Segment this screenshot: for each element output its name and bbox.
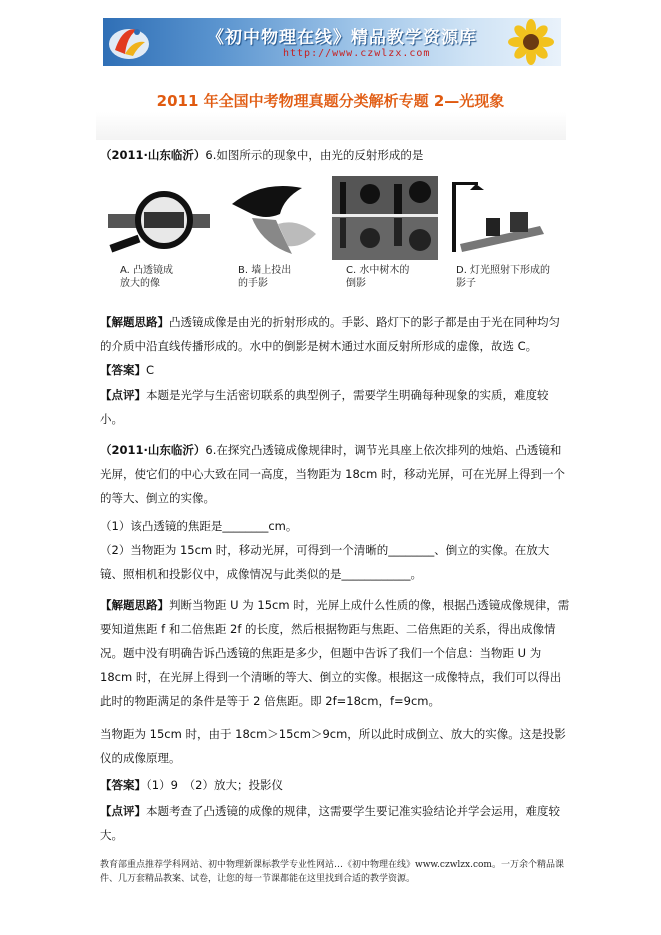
figure-c-label: C. 水中树木的 倒影	[346, 265, 410, 289]
sunflower-icon	[501, 18, 561, 66]
banner-url[interactable]: http://www.czwlzx.com	[283, 48, 431, 59]
q1-answer	[100, 358, 570, 382]
q1-answer-text: C	[146, 363, 155, 377]
q1-source: （2011·山东临沂）	[100, 148, 206, 162]
q2-answer-tag: 【答案】	[100, 778, 146, 792]
q1-analysis-tag: 【解题思路】	[100, 315, 169, 329]
q2-comment	[100, 799, 570, 847]
document-title: 2011 年全国中考物理真题分类解析专题 2—光现象	[156, 92, 505, 110]
q2-answer-text: （1）9 （2）放大；投影仪	[146, 778, 283, 792]
q2-comment-tag: 【点评】	[100, 804, 146, 818]
q2-comment-text: 本题考查了凸透镜的成像的规律，这需要学生要记准实验结论并学会运用，难度较大。	[100, 804, 560, 842]
figure-c	[330, 174, 440, 302]
q2-sub1: （1）该凸透镜的焦距是________cm。	[100, 519, 298, 533]
title-shade	[96, 112, 566, 140]
q1-comment	[100, 383, 570, 431]
q2-analysis-text: 判断当物距 U 为 15cm 时，光屏上成什么性质的像，根据凸透镜成像规律，需要知道焦距 f 和二倍焦距 2f 的长度，然后根据物距与焦距、二倍焦距的关系，得出成像情况。题中没有明确告诉凸透镜的焦距是多少，但题中告诉了我们一个信息：当物距 U 为 18cm 时，在光屏上得到一个清晰的等大、倒立的实像。根据这一成像特点，我们可以得出此时的物距满足的条件是等于 2 倍焦距。即 2f=18cm，f=9cm。	[100, 598, 570, 708]
q1-analysis-text: 凸透镜成像是由光的折射形成的。手影、路灯下的影子都是由于光在同种均匀的介质中沿直线传播形成的。水中的倒影是树木通过水面反射所形成的虚像，故选 C。	[100, 315, 560, 353]
page-footer: 教育部重点推荐学科网站、初中物理新课标教学专业性网站…《初中物理在线》www.czwlzx.com。一万余个精品课件、几万套精品教案、试卷，让您的每一节课都能在这里找到合适的教学资源。	[100, 860, 564, 884]
hand-shadow-icon	[222, 174, 332, 262]
banner-title: 《初中物理在线》精品教学资源库	[207, 28, 477, 48]
site-banner	[103, 18, 561, 66]
q2-sub2: （2）当物距为 15cm 时，移动光屏，可得到一个清晰的________、倒立的实像。在放大镜、照相机和投影仪中，成像情况与此类似的是____________。	[100, 543, 550, 581]
figure-b-label: B. 墙上投出 的手影	[238, 265, 292, 289]
q2-stem-text: 6.在探究凸透镜成像规律时，调节光具座上依次排列的烛焰、凸透镜和光屏，使它们的中心大致在同一高度，当物距为 18cm 时，移动光屏，可在光屏上得到一个的等大、倒立的实像。	[100, 443, 565, 505]
q1-figures	[104, 174, 564, 304]
q1-stem	[100, 143, 570, 167]
q2-analysis-cont: 当物距为 15cm 时，由于 18cm＞15cm＞9cm，所以此时成倒立、放大的实像。这是投影仪的成像原理。	[100, 727, 566, 765]
q1-comment-text: 本题是光学与生活密切联系的典型例子，需要学生明确每种现象的实质，难度较小。	[100, 388, 549, 426]
q2-analysis	[100, 593, 570, 713]
figure-d-label: D. 灯光照射下形成的 影子	[456, 265, 551, 289]
tree-reflection-icon	[330, 174, 440, 262]
figure-a	[104, 174, 214, 302]
q2-analysis-tag: 【解题思路】	[100, 598, 169, 612]
q2-answer	[100, 773, 570, 797]
figure-b	[222, 174, 332, 302]
magnifier-icon	[104, 174, 214, 262]
q1-comment-tag: 【点评】	[100, 388, 146, 402]
q1-answer-tag: 【答案】	[100, 363, 146, 377]
figure-d	[440, 174, 550, 302]
q1-stem-text: 6.如图所示的现象中，由光的反射形成的是	[205, 148, 424, 162]
q2-stem	[100, 438, 570, 510]
q1-analysis	[100, 310, 570, 358]
streetlamp-shadow-icon	[440, 174, 550, 262]
figure-a-label: A. 凸透镜成 放大的像	[120, 265, 174, 289]
site-logo-icon	[107, 20, 151, 64]
q2-source: （2011·山东临沂）	[100, 443, 206, 457]
